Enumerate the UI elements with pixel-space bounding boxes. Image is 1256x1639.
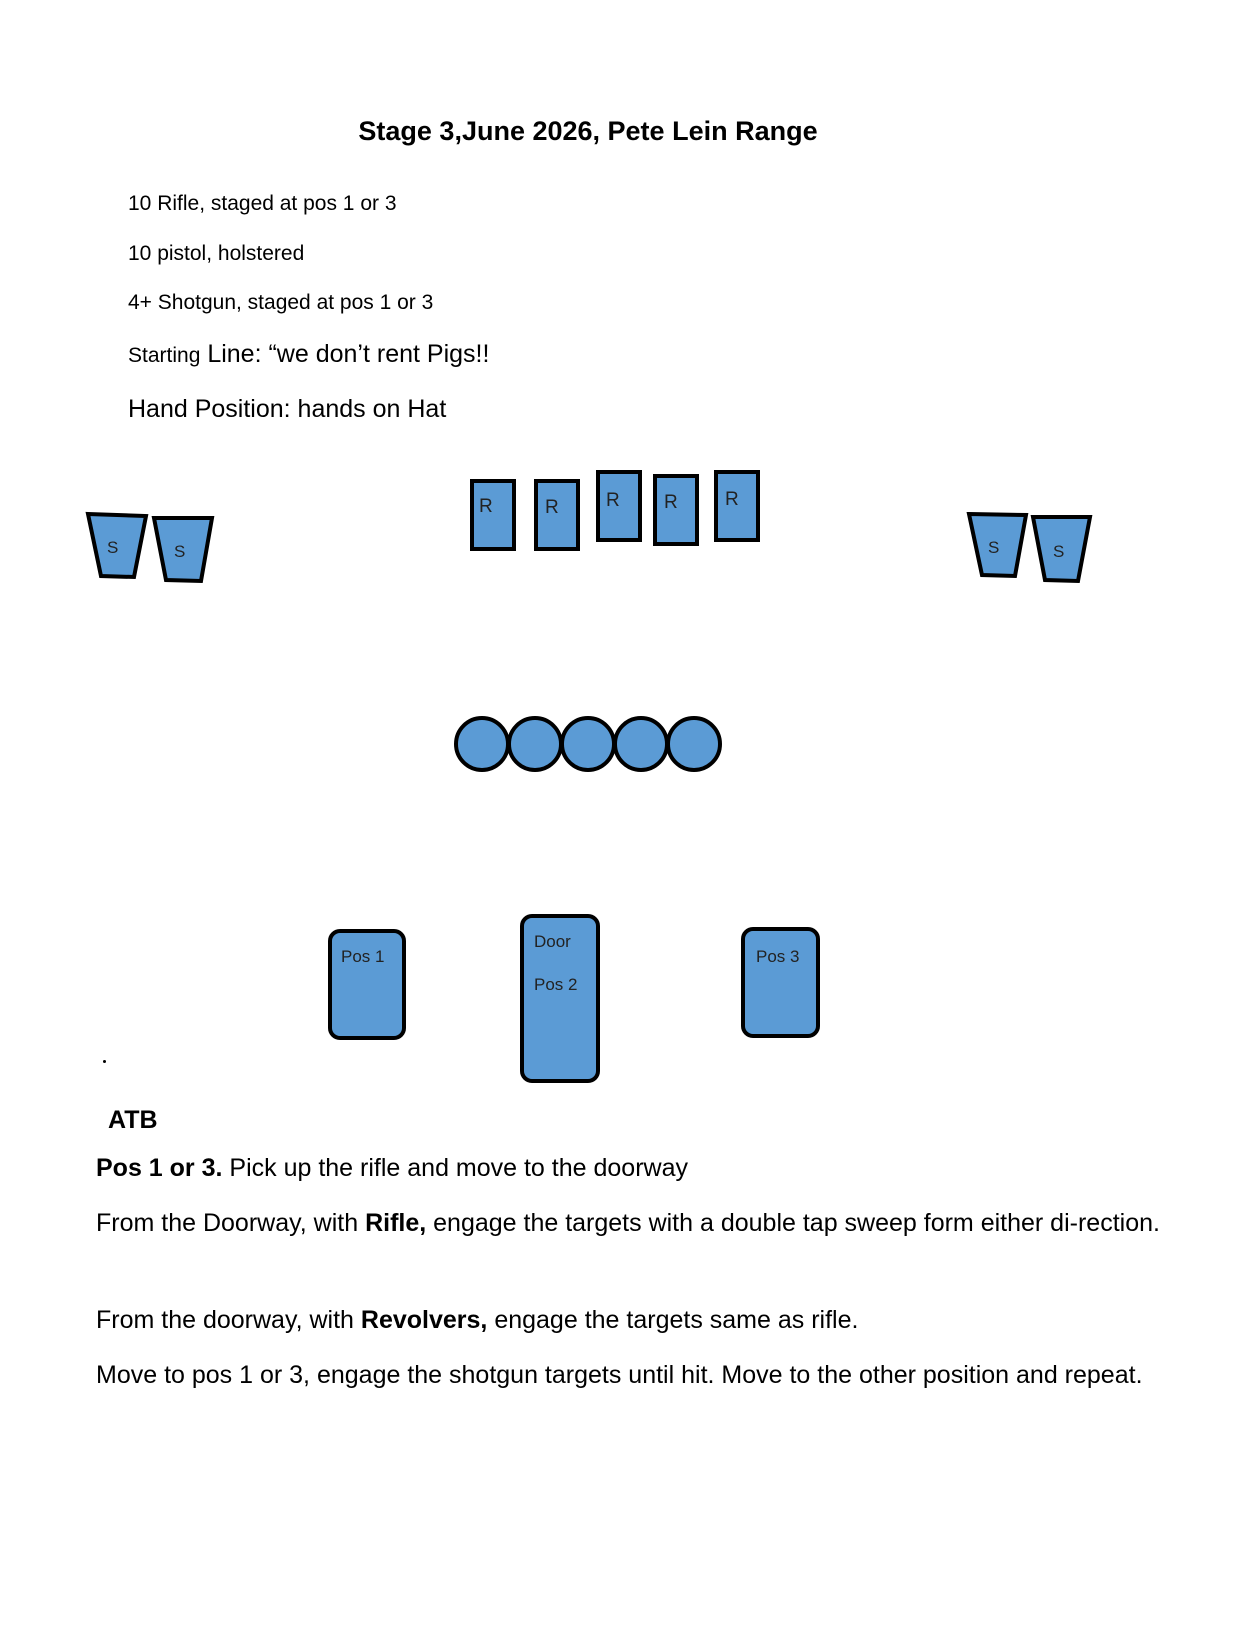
rifle-target-4 [655,476,697,544]
pos1-label: Pos 1 [341,947,385,966]
rifle-target-3 [598,472,640,540]
hand-position: Hand Position: hands on Hat [128,395,447,423]
starting-label: Starting [128,344,201,367]
pistol-round-count: 10 pistol, holstered [128,242,305,265]
step1-bold: Pos 1 or 3. [96,1154,223,1182]
pistol-target-4 [615,718,667,770]
rifle-round-count: 10 Rifle, staged at pos 1 or 3 [128,192,397,215]
shotgun-target-label: S [107,538,119,557]
pistol-targets [456,718,720,770]
pistol-target-5 [668,718,720,770]
shotgun-target-right-2 [1033,517,1090,581]
procedure-step-1 [96,1146,1176,1190]
rifle-target-1 [472,481,514,549]
rifle-target-label: R [545,497,559,518]
pos2-label: Pos 2 [534,975,578,994]
shotgun-target-left-2 [154,518,212,581]
step1-text: Pick up the rifle and move to the doorway [222,1154,688,1182]
position-3 [743,929,818,1036]
pistol-target-2 [509,718,561,770]
atb-heading: ATB [108,1106,158,1134]
shotgun-target-label: S [1053,542,1065,561]
shotgun-target-label: S [174,542,186,561]
shotgun-round-count: 4+ Shotgun, staged at pos 1 or 3 [128,291,434,314]
rifle-target-5 [716,472,758,540]
rifle-target-label: R [725,489,739,510]
step3-post: engage the targets same as rifle. [487,1306,859,1334]
rifle-target-label: R [479,496,493,517]
pistol-target-3 [562,718,614,770]
step3-bold: Revolvers, [360,1306,488,1334]
stray-dot [103,1060,106,1063]
rifle-target-label: R [606,490,620,511]
shotgun-target-right-1 [969,514,1026,576]
pistol-target-1 [456,718,508,770]
step2-pre: From the Doorway, with [96,1209,366,1237]
procedure-step-3 [96,1298,1176,1342]
procedure-step-2 [96,1201,1176,1245]
step2-post: engage the targets with a double tap sweep form either di-rection. [426,1209,1160,1237]
pos3-label: Pos 3 [756,947,800,966]
position-1 [330,931,404,1038]
procedure-step-4: Move to pos 1 or 3, engage the shotgun targets until hit. Move to the other position and repeat. [96,1361,1143,1389]
shotgun-target-left-1 [88,514,146,577]
shotgun-target-label: S [988,538,1000,557]
door-position-2 [522,916,598,1081]
door-label: Door [534,932,571,951]
step3-pre: From the doorway, with [96,1306,361,1334]
stage-title: Stage 3,June 2026, Pete Lein Range [358,116,818,146]
rifle-target-label: R [664,492,678,513]
rifle-target-2 [536,481,578,549]
starting-line-text: Line: “we don’t rent Pigs!! [200,340,490,368]
step2-bold: Rifle, [365,1209,427,1237]
